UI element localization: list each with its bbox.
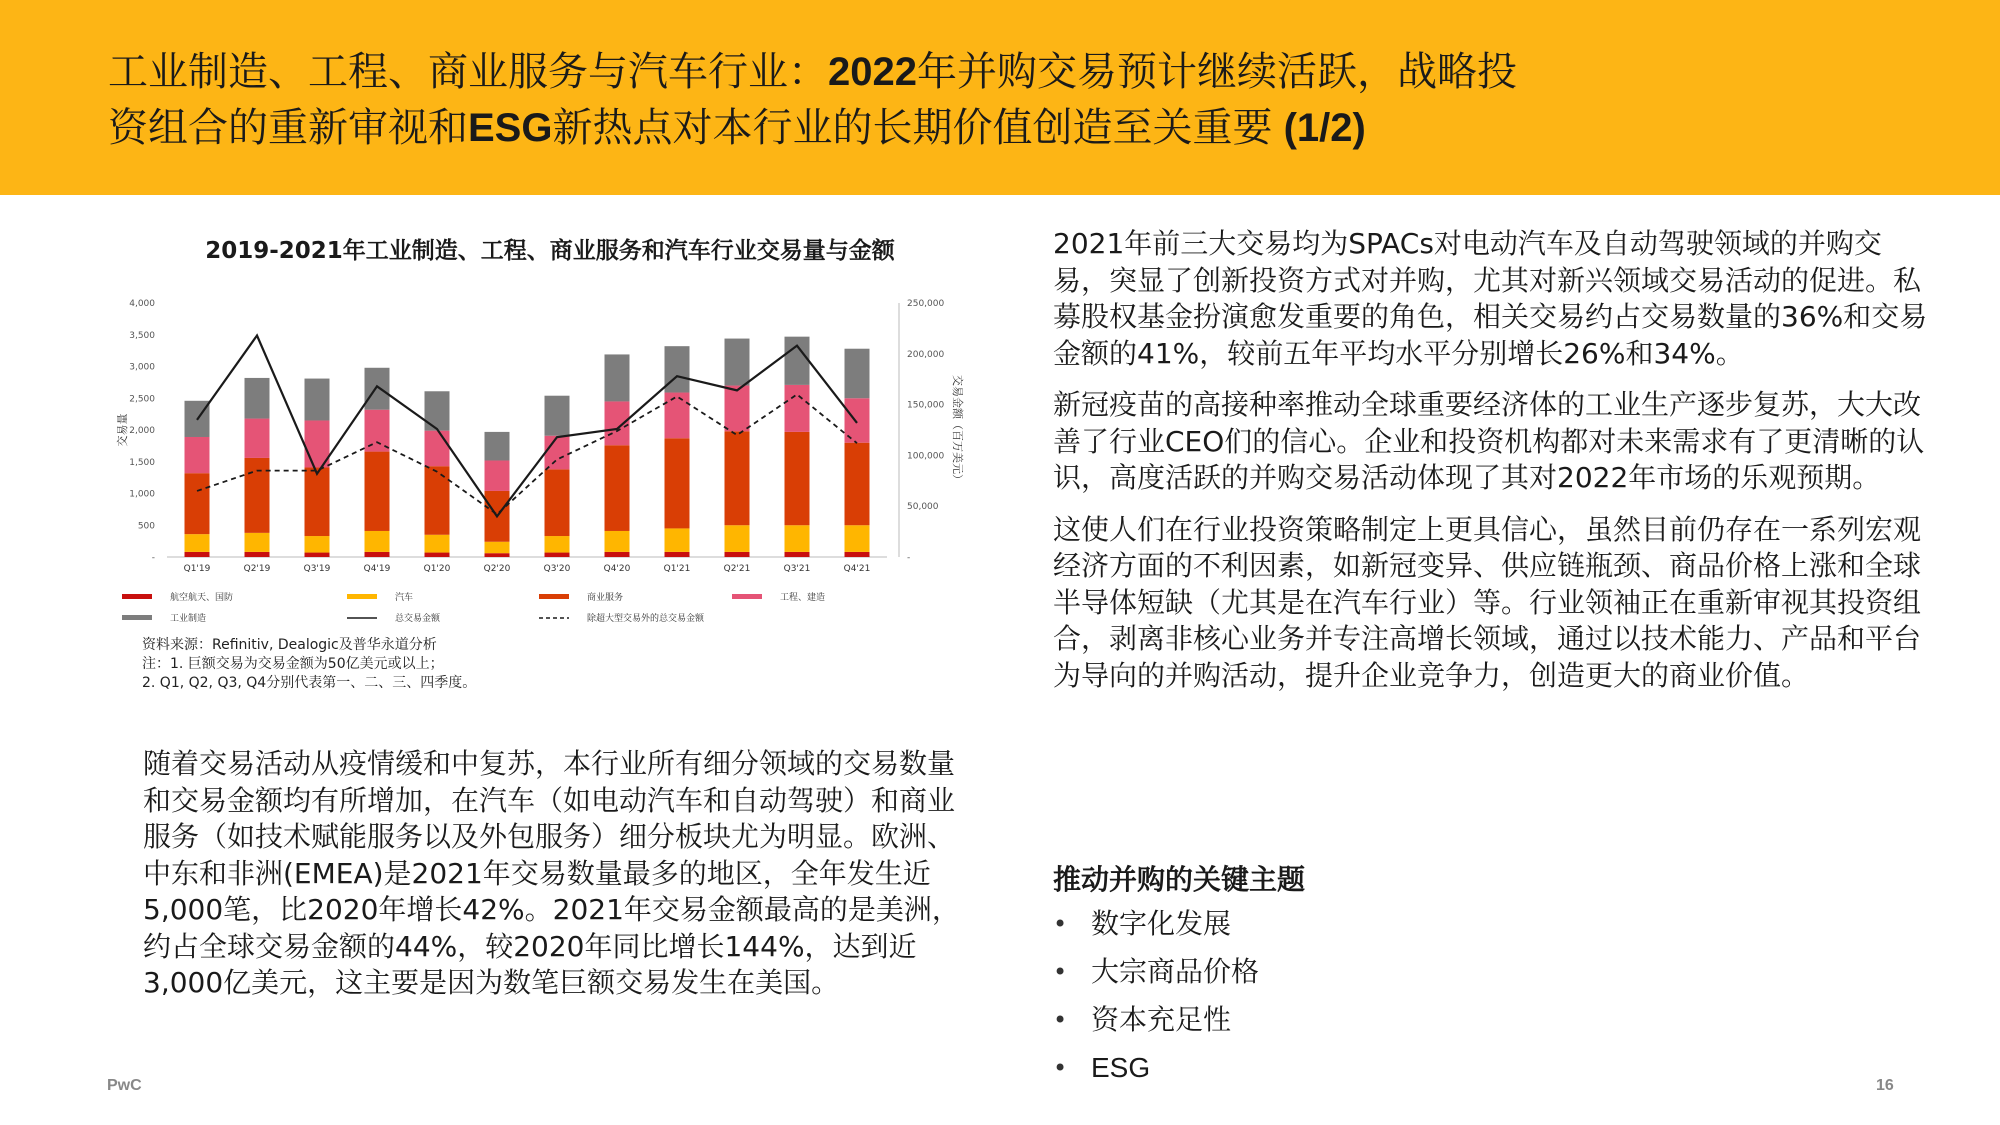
source-line: 资料来源：Refinitiv, Dealogic及普华永道分析 bbox=[142, 637, 437, 653]
y-tick-label: 3,000 bbox=[129, 362, 155, 373]
bar-segment bbox=[365, 552, 390, 557]
y2-tick-label: 150,000 bbox=[907, 400, 945, 411]
bar-segment bbox=[425, 553, 450, 557]
excl-mega-value-line bbox=[197, 394, 857, 514]
key-themes-list bbox=[1053, 904, 1259, 1096]
theme-item: • 资本充足性 bbox=[1053, 1000, 1259, 1048]
bar-segment bbox=[425, 466, 450, 535]
y2-tick-label: 100,000 bbox=[907, 451, 945, 462]
legend-label: 汽车 bbox=[395, 593, 414, 603]
bar-segment bbox=[425, 391, 450, 430]
legend-swatch bbox=[122, 615, 152, 620]
bar-segment bbox=[845, 349, 870, 399]
theme-item: • 大宗商品价格 bbox=[1053, 952, 1259, 1000]
bar-segment bbox=[665, 346, 690, 392]
y-tick-label: 3,500 bbox=[129, 330, 155, 341]
bullet-icon: • bbox=[1053, 1006, 1068, 1034]
y2-axis-title: 交易金额（百万美元） bbox=[951, 375, 964, 485]
bullet-icon: • bbox=[1053, 1054, 1068, 1082]
bar-segment bbox=[245, 458, 270, 533]
bar-segment bbox=[605, 354, 630, 401]
bar-segment bbox=[185, 437, 210, 473]
y-tick-label: 1,000 bbox=[129, 489, 155, 500]
theme-item: • 数字化发展 bbox=[1053, 904, 1259, 952]
bar-segment bbox=[365, 531, 390, 552]
right-paragraph-3: 这使人们在行业投资策略制定上更具信心，虽然目前仍存在一系列宏观经济方面的不利因素，如新冠变异、供应链瓶颈、商品价格上涨和全球半导体短缺（尤其是在汽车行业）等。行业领袖正在重新审视其投资组合，剥离非核心业务并专注高增长领域，通过以技术能力、产品和平台为导向的并购活动，提升企业竞争力，创造更大的商业价值。 bbox=[1053, 512, 1922, 692]
y2-tick-label: 50,000 bbox=[907, 502, 939, 513]
bar-segment bbox=[845, 443, 870, 526]
x-tick-label: Q4'20 bbox=[603, 564, 631, 574]
right-paragraph-2: 新冠疫苗的高接种率推动全球重要经济体的工业生产逐步复苏，大大改善了行业CEO们的信心。企业和投资机构都对未来需求有了更清晰的认识，高度活跃的并购交易活动体现了其对2022年市场的乐观预期。 bbox=[1053, 388, 1925, 494]
bar-segment bbox=[545, 396, 570, 436]
bar-segment bbox=[245, 533, 270, 552]
deal-volume-value-chart bbox=[112, 285, 972, 630]
x-tick-label: Q3'20 bbox=[543, 564, 571, 574]
bar-segment bbox=[665, 438, 690, 528]
bar-segment bbox=[665, 552, 690, 557]
x-tick-label: Q2'20 bbox=[483, 564, 511, 574]
bar-segment bbox=[605, 531, 630, 552]
bar-segment bbox=[485, 432, 510, 461]
bar-segment bbox=[305, 536, 330, 553]
bar-segment bbox=[785, 385, 810, 432]
x-tick-label: Q2'19 bbox=[243, 564, 271, 574]
bar-segment bbox=[185, 473, 210, 534]
x-tick-label: Q3'19 bbox=[303, 564, 331, 574]
y-tick-label: 4,000 bbox=[129, 299, 155, 309]
bar-segment bbox=[305, 553, 330, 557]
bar-segment bbox=[185, 552, 210, 557]
bar-segment bbox=[665, 393, 690, 439]
bar-segment bbox=[425, 431, 450, 467]
bar-segment bbox=[785, 337, 810, 385]
x-tick-label: Q4'19 bbox=[363, 564, 391, 574]
bar-segment bbox=[485, 553, 510, 557]
bar-segment bbox=[725, 386, 750, 432]
bar-segment bbox=[545, 436, 570, 470]
bullet-icon: • bbox=[1053, 958, 1068, 986]
x-tick-label: Q1'19 bbox=[183, 564, 211, 574]
bar-segment bbox=[485, 460, 510, 490]
x-tick-label: Q2'21 bbox=[723, 564, 751, 574]
y-tick-label: 2,000 bbox=[129, 426, 155, 436]
x-tick-label: Q4'21 bbox=[843, 564, 871, 574]
bar-segment bbox=[725, 552, 750, 557]
total-value-line bbox=[197, 336, 857, 517]
note-line-1: 注：1. 巨额交易为交易金额为50亿美元或以上； bbox=[142, 656, 444, 672]
bullet-icon: • bbox=[1053, 910, 1068, 938]
left-paragraph-text: 随着交易活动从疫情缓和中复苏，本行业所有细分领域的交易数量和交易金额均有所增加，在汽车（如电动汽车和自动驾驶）和商业服务（如技术赋能服务以及外包服务）细分板块尤为明显。欧洲、中东和非洲(EMEA)是2021年交易数量最多的地区，全年发生近5,000笔，比2020年增长42%。2021年交易金额最高的是美洲，约占全球交易金额的44%，较2020年同比增长144%，达到近3,000亿美元，这主要是因为数笔巨额交易发生在美国。 bbox=[143, 747, 960, 999]
page-number: 16 bbox=[1876, 1077, 1894, 1094]
x-tick-label: Q3'21 bbox=[783, 564, 811, 574]
footer-brand: PwC bbox=[107, 1077, 142, 1094]
legend-swatch bbox=[122, 594, 152, 599]
legend-swatch bbox=[732, 594, 762, 599]
note-line-2: 2. Q1, Q2, Q3, Q4分别代表第一、二、三、四季度。 bbox=[142, 675, 477, 691]
legend-label: 工业制造 bbox=[170, 614, 207, 624]
bar-segment bbox=[245, 552, 270, 557]
y-axis-title: 交易量 bbox=[116, 413, 129, 447]
legend-swatch bbox=[539, 594, 569, 599]
bar-segment bbox=[245, 378, 270, 419]
left-paragraph bbox=[143, 746, 973, 1002]
y-tick-label: 1,500 bbox=[129, 457, 155, 468]
y2-tick-label: 200,000 bbox=[907, 349, 945, 360]
bar-segment bbox=[605, 445, 630, 531]
chart-source-notes bbox=[142, 636, 842, 693]
bar-segment bbox=[605, 401, 630, 445]
bar-segment bbox=[365, 410, 390, 452]
bar-segment bbox=[725, 339, 750, 386]
legend-label: 航空航天、国防 bbox=[170, 593, 234, 603]
bar-segment bbox=[665, 528, 690, 551]
bar-segment bbox=[305, 467, 330, 536]
bar-segment bbox=[545, 536, 570, 553]
bar-segment bbox=[725, 525, 750, 552]
x-tick-label: Q1'20 bbox=[423, 564, 451, 574]
bar-segment bbox=[605, 552, 630, 557]
bar-segment bbox=[545, 553, 570, 557]
legend-swatch bbox=[347, 594, 377, 599]
bar-segment bbox=[785, 432, 810, 525]
key-themes-title: 推动并购的关键主题 bbox=[1053, 863, 1306, 896]
right-paragraphs bbox=[1053, 226, 1933, 694]
legend-label: 工程、建造 bbox=[780, 593, 826, 603]
bar-segment bbox=[425, 535, 450, 553]
right-paragraph-1: 2021年前三大交易均为SPACs对电动汽车及自动驾驶领域的并购交易，突显了创新投资方式对并购，尤其对新兴领域交易活动的促进。私募股权基金扮演愈发重要的角色，相关交易约占交易数量的36%和交易金额的41%，较前五年平均水平分别增长26%和34%。 bbox=[1053, 227, 1928, 370]
bar-segment bbox=[545, 469, 570, 536]
y-tick-label: - bbox=[151, 553, 155, 563]
y-tick-label: 500 bbox=[137, 521, 155, 532]
bar-segment bbox=[485, 542, 510, 553]
bar-segment bbox=[785, 552, 810, 557]
bar-segment bbox=[785, 525, 810, 552]
bar-segment bbox=[365, 452, 390, 531]
legend-label: 商业服务 bbox=[587, 593, 624, 603]
theme-item: • ESG bbox=[1053, 1048, 1259, 1096]
bar-segment bbox=[845, 525, 870, 552]
bar-segment bbox=[725, 431, 750, 525]
y2-tick-label: 250,000 bbox=[907, 299, 945, 309]
bar-segment bbox=[305, 379, 330, 421]
x-tick-label: Q1'21 bbox=[663, 564, 691, 574]
page-title: 工业制造、工程、商业服务与汽车行业：2022年并购交易预计继续活跃，战略投 资组合的重新审视和ESG新热点对本行业的长期价值创造至关重要 (1/2) bbox=[108, 49, 1517, 151]
chart-title: 2019-2021年工业制造、工程、商业服务和汽车行业交易量与金额 bbox=[205, 238, 895, 264]
legend-label: 除超大型交易外的总交易金额 bbox=[587, 614, 705, 624]
bar-segment bbox=[845, 552, 870, 557]
bar-segment bbox=[245, 419, 270, 458]
legend-label: 总交易金额 bbox=[395, 614, 441, 624]
y-tick-label: 2,500 bbox=[129, 394, 155, 405]
bar-segment bbox=[365, 368, 390, 410]
bar-segment bbox=[185, 534, 210, 552]
y2-tick-label: - bbox=[907, 553, 911, 563]
